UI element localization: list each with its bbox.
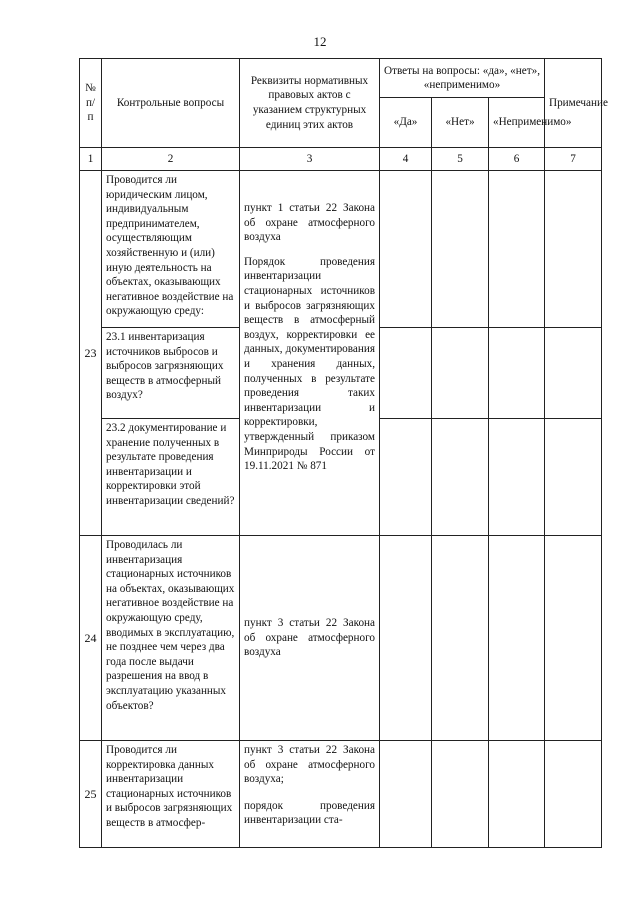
colnum-1: 1 — [80, 148, 102, 171]
answer-no-cell — [432, 741, 489, 848]
act-reference: Порядок проведения инвентаризации стационарных источников и выбросов загрязняющих веществ в атмосферный воздух, корректировки ее данных, документирования и хранения данных, полученных в результате проведения таких инвентаризации и корректировки, утвержденный приказом Минприроды России от 19.11.2021 № 871 — [244, 255, 375, 473]
table-row-25 — [80, 741, 602, 848]
header-answers: Ответы на вопросы: «да», «нет», «неприменимо» — [380, 59, 545, 98]
answer-yes-cell — [380, 328, 432, 419]
table-row-23 — [80, 171, 602, 328]
row-number: 25 — [80, 741, 102, 848]
question-text: Проводится ли юридическим лицом, индивидуальным предпринимателем, осуществляющим хозяйственную и (или) иную деятельность на объектах, оказывающих негативное воздействие на окружающую среду: — [102, 171, 240, 328]
answer-no-cell — [432, 328, 489, 419]
question-text: 23.1 инвентаризация источников выбросов и выбросов загрязняющих веществ в атмосферный воздух? — [102, 328, 240, 419]
header-num: № п/п — [80, 59, 102, 148]
header-row — [80, 59, 602, 98]
header-na: «Неприменимо» — [489, 98, 545, 148]
header-note: Примечание — [545, 59, 602, 148]
colnum-7: 7 — [545, 148, 602, 171]
answer-no-cell — [432, 171, 489, 328]
answer-yes-cell — [380, 536, 432, 741]
header-acts: Реквизиты нормативных правовых актов с указанием структурных единиц этих актов — [240, 59, 380, 148]
answer-na-cell — [489, 536, 545, 741]
colnum-5: 5 — [432, 148, 489, 171]
acts-cell — [240, 171, 380, 536]
act-reference: порядок проведения инвентаризации ста- — [244, 799, 375, 827]
header-no: «Нет» — [432, 98, 489, 148]
colnum-2: 2 — [102, 148, 240, 171]
colnum-4: 4 — [380, 148, 432, 171]
answer-no-cell — [432, 419, 489, 536]
answer-na-cell — [489, 171, 545, 328]
answer-yes-cell — [380, 741, 432, 848]
colnum-3: 3 — [240, 148, 380, 171]
row-number: 24 — [80, 536, 102, 741]
acts-cell — [240, 741, 380, 848]
answer-na-cell — [489, 328, 545, 419]
header-questions: Контрольные вопросы — [102, 59, 240, 148]
colnum-6: 6 — [489, 148, 545, 171]
note-cell — [545, 536, 602, 741]
answer-yes-cell — [380, 419, 432, 536]
act-reference: пункт 3 статьи 22 Закона об охране атмосферного воздуха — [240, 536, 380, 741]
table-row-24 — [80, 536, 602, 741]
note-cell — [545, 741, 602, 848]
act-reference: пункт 1 статьи 22 Закона об охране атмосферного воздуха — [244, 202, 375, 244]
column-numbers-row — [80, 148, 602, 171]
act-reference: пункт 3 статьи 22 Закона об охране атмосферного воздуха; — [244, 744, 375, 786]
row-number: 23 — [80, 171, 102, 536]
control-questions-table — [79, 58, 608, 848]
answer-na-cell — [489, 741, 545, 848]
question-text: Проводилась ли инвентаризация стационарных источников на объектах, оказывающих негативное воздействие на окружающую среду, вводимых в эксплуатацию, не позднее чем через два года после выдачи разрешения на ввод в эксплуатацию указанных объектов? — [102, 536, 240, 741]
note-cell — [545, 328, 602, 419]
answer-na-cell — [489, 419, 545, 536]
note-cell — [545, 419, 602, 536]
answer-yes-cell — [380, 171, 432, 328]
header-yes: «Да» — [380, 98, 432, 148]
page-number: 12 — [313, 34, 327, 49]
note-cell — [545, 171, 602, 328]
answer-no-cell — [432, 536, 489, 741]
question-text: Проводится ли корректировка данных инвентаризации стационарных источников и выбросов загрязняющих веществ в атмосфер- — [102, 741, 240, 848]
question-text: 23.2 документирование и хранение полученных в результате проведения инвентаризации и корректировки этой инвентаризации сведений? — [102, 419, 240, 536]
